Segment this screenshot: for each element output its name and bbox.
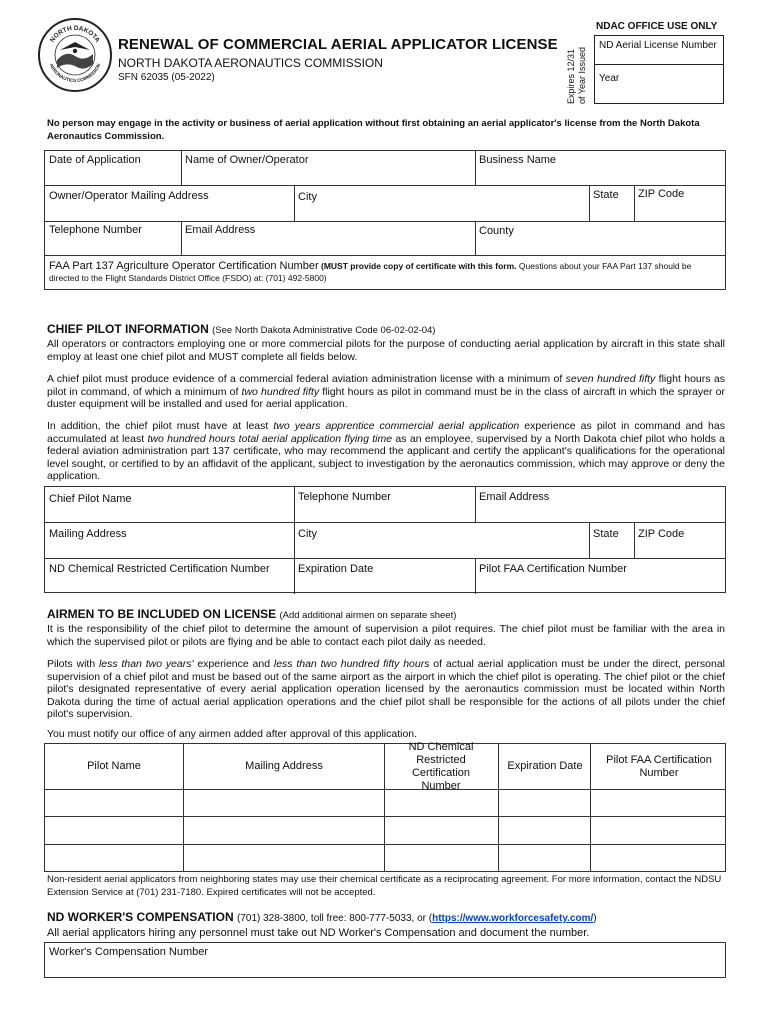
table-row[interactable] xyxy=(46,790,182,816)
workers-comp-title: ND WORKER'S COMPENSATION xyxy=(47,910,234,924)
owner-county-field[interactable]: County xyxy=(479,225,514,237)
col-chemical-certification: ND Chemical Restricted Certification Number xyxy=(408,740,474,792)
col-pilot-faa-certification: Pilot FAA Certification Number xyxy=(606,753,712,779)
chief-pilot-zip-field[interactable]: ZIP Code xyxy=(638,528,685,540)
workers-comp-contact: (701) 328-3800, toll free: 800-777-5033, or (https://www.workforcesafety.com/) xyxy=(236,913,597,924)
workforce-safety-link[interactable]: https://www.workforcesafety.com/ xyxy=(432,913,594,924)
owner-city-field[interactable]: City xyxy=(298,191,317,203)
table-row[interactable] xyxy=(46,845,182,871)
airmen-para-2: Pilots with less than two years' experience and less than two hundred fifty hours of actual aerial application must be under the direct, personal supervision of a chief pilot and must be based out of the same airport as the airport in which the chief pilot is operating. The chief pilot or the chief pilot's designated representative of every aerial application operation licensed by the aeronautics commission must be located within North Dakota during the time of actual aerial application operations and the chief pilot shall be responsible for the actions of all pilots under the chief pilot's supervision. xyxy=(47,658,726,721)
chief-pilot-para-3: In addition, the chief pilot must have at least two years apprentice commercial aerial application experience as pilot in command and has accumulated at least two hundred hours total aerial application flying time as an employee, supervised by a North Dakota chief pilot who holds a federal aviation administration part 137 certificate, who may recommend the applicant and certify the applicant's qualifications for the operational level sought, or certified to by an affidavit of the applicant, subject to investigation by the aeronautics commission, which may approve or deny the application. xyxy=(47,420,726,483)
chief-pilot-box xyxy=(44,486,726,593)
airmen-para-3: You must notify our office of any airmen added after approval of this application. xyxy=(47,728,418,740)
faa-part-137-field[interactable] xyxy=(49,260,721,284)
chief-pilot-city-field[interactable]: City xyxy=(298,528,317,540)
chief-pilot-name-field[interactable]: Chief Pilot Name xyxy=(49,493,132,505)
chief-pilot-para-1: All operators or contractors employing one or more commercial pilots for the purpose of conducting aerial application by aircraft in this state shall employ at least one chief pilot and MUST complete all fields below. xyxy=(47,338,725,363)
business-name-field[interactable]: Business Name xyxy=(479,154,557,166)
owner-telephone-field[interactable]: Telephone Number xyxy=(49,224,142,236)
airmen-footnote: Non-resident aerial applicators from neighboring states may use their chemical certificate as a reciprocating agreement. For more information, contact the NDSU Extension Service at (701) 231-7180. Expired certificates will not be accepted. xyxy=(47,874,722,898)
workers-comp-para: All aerial applicators hiring any personnel must take out ND Worker's Compensation and document the number. xyxy=(47,927,590,939)
col-pilot-name: Pilot Name xyxy=(87,760,141,772)
expiration-note xyxy=(562,36,592,104)
owner-name-field[interactable]: Name of Owner/Operator xyxy=(185,154,309,166)
owner-email-field[interactable]: Email Address xyxy=(185,224,256,236)
airmen-heading-note: (Add additional airmen on separate sheet) xyxy=(279,610,457,621)
col-expiration-date: Expiration Date xyxy=(507,760,583,772)
date-of-application-field[interactable]: Date of Application xyxy=(49,154,141,166)
airmen-para-1: It is the responsibility of the chief pilot to determine the amount of supervision a pilot requires. The chief pilot must be familiar with the area in which the supervised pilot or pilots are flying and be able to contact each pilot daily as needed. xyxy=(47,623,725,648)
airmen-heading xyxy=(47,607,456,621)
chief-pilot-telephone-field[interactable]: Telephone Number xyxy=(298,491,391,503)
chief-pilot-para-2: A chief pilot must produce evidence of a commercial federal aviation administration license with a minimum of seven hundred fifty flight hours as pilot in command, of which a minimum of two hundred fifty flight hours as pilot in command must be in the class of aircraft in which the sprayer or duster equipment will be installed and used for aerial application. xyxy=(47,373,726,411)
owner-info-box xyxy=(44,150,726,290)
form-title: RENEWAL OF COMMERCIAL AERIAL APPLICATOR LICENSE xyxy=(118,36,558,53)
chief-pilot-code-note: (See North Dakota Administrative Code 06-02-02-04) xyxy=(212,325,436,336)
chief-pilot-email-field[interactable]: Email Address xyxy=(479,491,550,503)
pilot-faa-certification-field[interactable]: Pilot FAA Certification Number xyxy=(479,563,627,575)
expires-line-2: of Year Issued xyxy=(577,46,587,104)
owner-state-field[interactable]: State xyxy=(593,189,619,201)
agency-name: NORTH DAKOTA AERONAUTICS COMMISSION xyxy=(118,56,383,70)
col-mailing-address: Mailing Address xyxy=(245,760,323,772)
chemical-certification-field[interactable]: ND Chemical Restricted Certification Number xyxy=(49,563,270,575)
office-use-heading: NDAC OFFICE USE ONLY xyxy=(596,21,718,32)
license-notice: No person may engage in the activity or business of aerial application without first obtaining an aerial applicator's license from the North Dakota Aeronautics Commission. xyxy=(47,118,700,142)
license-number-label: ND Aerial License Number xyxy=(599,40,717,51)
workers-comp-number-box[interactable] xyxy=(44,942,726,978)
office-use-box xyxy=(594,35,724,104)
owner-mailing-address-field[interactable]: Owner/Operator Mailing Address xyxy=(49,190,209,202)
airmen-table xyxy=(44,740,726,872)
owner-zip-field[interactable]: ZIP Code xyxy=(638,188,685,200)
airmen-title: AIRMEN TO BE INCLUDED ON LICENSE xyxy=(47,607,277,621)
workers-comp-heading xyxy=(47,910,597,924)
faa-copy-requirement: (MUST provide copy of certificate with this form. xyxy=(321,261,517,271)
chief-pilot-title: CHIEF PILOT INFORMATION xyxy=(47,322,209,336)
faa-part-137-label: FAA Part 137 Agriculture Operator Certification Number xyxy=(49,260,319,272)
form-number: SFN 62035 (05-2022) xyxy=(118,72,215,83)
expires-line-1: Expires 12/31 xyxy=(566,48,576,104)
svg-text:AERONAUTICS COMMISSION: AERONAUTICS COMMISSION xyxy=(48,62,102,84)
svg-text:NORTH DAKOTA: NORTH DAKOTA xyxy=(49,24,101,44)
table-row[interactable] xyxy=(46,817,182,844)
chief-pilot-heading xyxy=(47,322,435,336)
chief-pilot-state-field[interactable]: State xyxy=(593,528,619,540)
expiration-date-field[interactable]: Expiration Date xyxy=(298,563,374,575)
chief-pilot-mailing-address-field[interactable]: Mailing Address xyxy=(49,528,127,540)
commission-seal xyxy=(38,18,112,92)
workers-comp-number-label: Worker's Compensation Number xyxy=(49,946,209,958)
faa-fsdo-note: Questions about your FAA Part 137 should be directed to the Flight Standards District Office (FSDO) at: (701) 492-5800) xyxy=(49,261,692,283)
year-label: Year xyxy=(599,73,620,84)
